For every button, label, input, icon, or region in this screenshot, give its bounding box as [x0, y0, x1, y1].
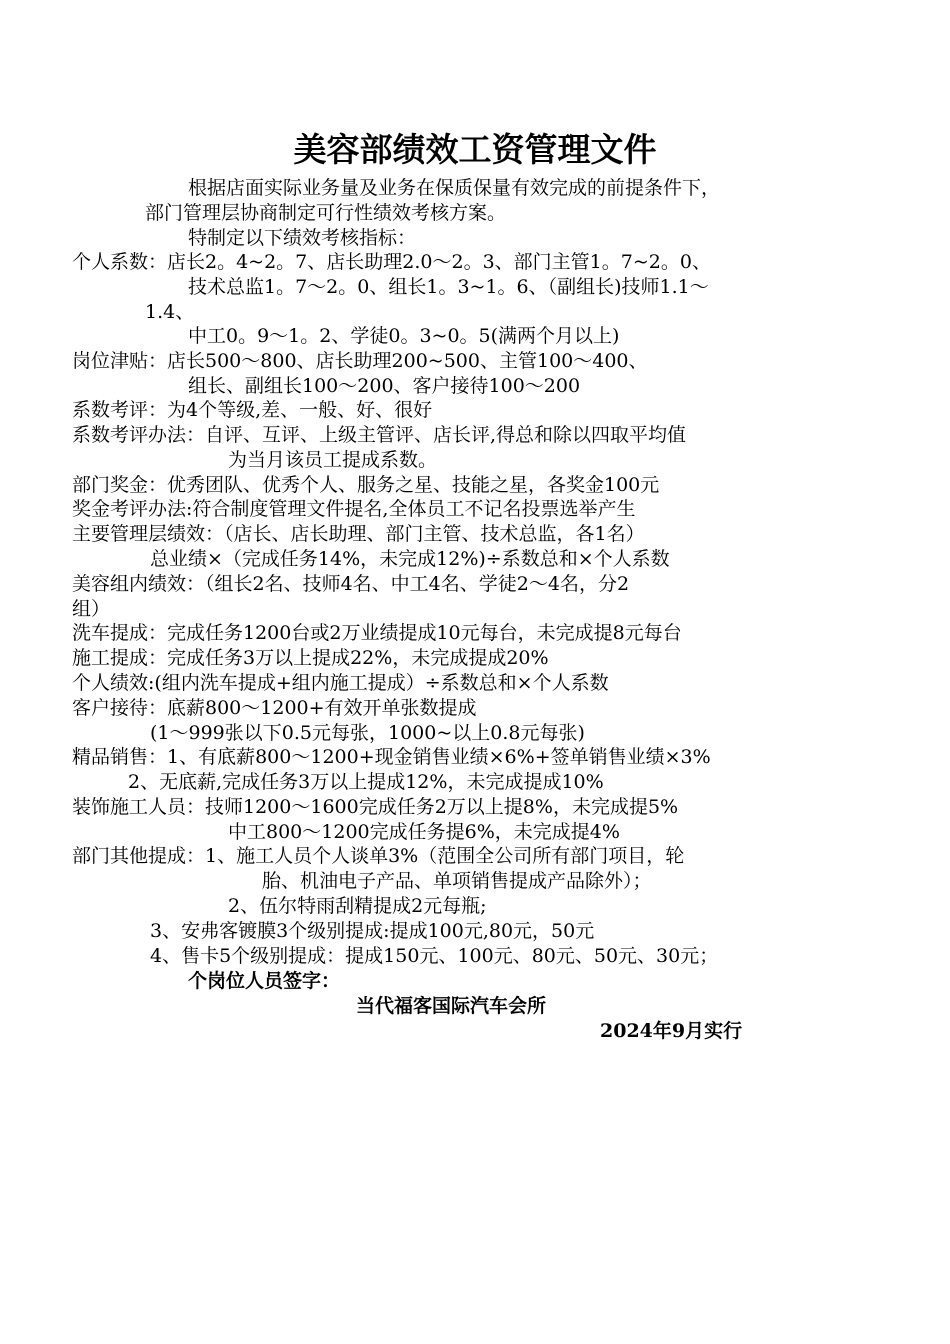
text-line: 岗位津贴：店长500～800、店长助理200~500、主管100～400、: [72, 350, 648, 372]
text-line: 洗车提成：完成任务1200台或2万业绩提成10元每台，未完成提8元每台: [72, 622, 682, 644]
signature-label: 个岗位人员签字：: [188, 970, 341, 992]
text-line: 部门管理层协商制定可行性绩效考核方案。: [145, 202, 507, 224]
text-line: 中工0。9～1。2、学徒0。3~0。5(满两个月以上): [188, 325, 620, 347]
text-line: 美容组内绩效：（组长2名、技师4名、中工4名、学徒2～4名，分2: [72, 573, 630, 595]
text-line: 部门其他提成：1、施工人员个人谈单3%（范围全公司所有部门项目，轮: [72, 845, 685, 867]
text-line: 精品销售：1、有底薪800～1200+现金销售业绩×6%+签单销售业绩×3%: [72, 746, 711, 768]
text-line: 根据店面实际业务量及业务在保质保量有效完成的前提条件下，: [188, 177, 721, 199]
effective-date: 2024年9月实行: [600, 1020, 743, 1042]
text-line: 组）: [72, 598, 111, 620]
text-line: 总业绩×（完成任务14%，未完成12%)÷系数总和×个人系数: [150, 548, 670, 570]
text-line: 2、无底薪,完成任务3万以上提成12%，未完成提成10%: [128, 771, 604, 793]
text-line: 为当月该员工提成系数。: [228, 449, 438, 471]
text-line: 个人系数：店长2。4~2。7、店长助理2.0～2。3、部门主管1。7~2。0、: [72, 251, 711, 273]
text-line: 特制定以下绩效考核指标：: [188, 227, 417, 249]
text-line: 装饰施工人员：技师1200～1600完成任务2万以上提8%，未完成提5%: [72, 796, 679, 818]
text-line: 客户接待：底薪800～1200+有效开单张数提成: [72, 697, 477, 719]
text-line: 系数考评办法：自评、互评、上级主管评、店长评,得总和除以四取平均值: [72, 424, 687, 446]
text-line: 4、售卡5个级别提成：提成150元、100元、80元、50元、30元；: [150, 945, 719, 967]
text-line: 系数考评：为4个等级,差、一般、好、很好: [72, 399, 433, 421]
text-line: 中工800～1200完成任务提6%，未完成提4%: [228, 821, 620, 843]
text-line: 组长、副组长100～200、客户接待100～200: [188, 375, 581, 397]
text-line: 施工提成：完成任务3万以上提成22%，未完成提成20%: [72, 647, 549, 669]
text-line: (1～999张以下0.5元每张，1000~以上0.8元每张): [150, 722, 585, 744]
company-name: 当代福客国际汽车会所: [356, 995, 547, 1017]
text-line: 胎、机油电子产品、单项销售提成产品除外）；: [262, 870, 652, 892]
page-title: 美容部绩效工资管理文件: [293, 130, 657, 169]
text-line: 个人绩效:(组内洗车提成+组内施工提成）÷系数总和×个人系数: [72, 672, 609, 694]
text-line: 奖金考评办法:符合制度管理文件提名,全体员工不记名投票选举产生: [72, 498, 636, 520]
text-line: 3、安弗客镀膜3个级别提成:提成100元,80元，50元: [150, 920, 595, 942]
text-line: 技术总监1。7～2。0、组长1。3~1。6、（副组长)技师1.1～: [188, 276, 709, 298]
text-line: 部门奖金：优秀团队、优秀个人、服务之星、技能之星，各奖金100元: [72, 474, 660, 496]
text-line: 2、伍尔特雨刮精提成2元每瓶;: [228, 895, 487, 917]
text-line: 1.4、: [145, 301, 195, 323]
text-line: 主要管理层绩效：（店长、店长助理、部门主管、技术总监，各1名）: [72, 523, 645, 545]
